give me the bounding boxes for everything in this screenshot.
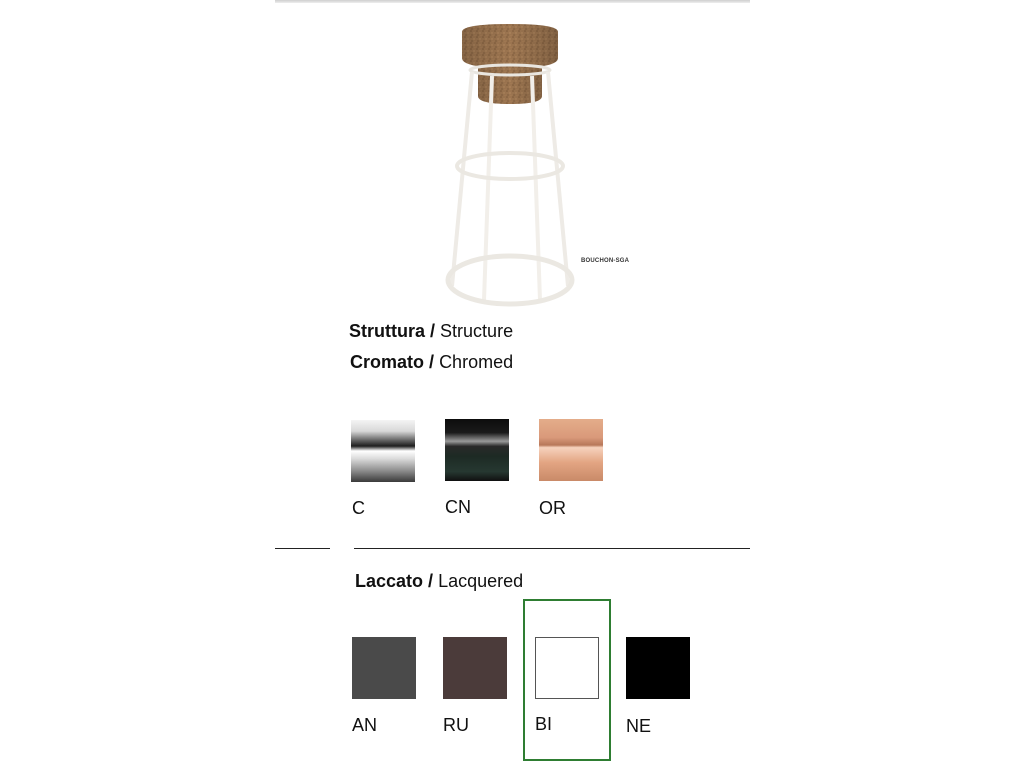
- swatch-label-copper: OR: [539, 498, 566, 518]
- copper-swatch-graphic: [539, 419, 603, 481]
- chromed-heading: [350, 352, 513, 372]
- lacquered-heading: [355, 571, 523, 591]
- chrome-finish-swatch[interactable]: [351, 420, 415, 482]
- black-chrome-swatch-graphic: [445, 419, 509, 481]
- heading-separator: /: [430, 321, 436, 341]
- chrome-swatch-graphic: [351, 420, 415, 482]
- white-lacquer-swatch[interactable]: [535, 637, 599, 699]
- rust-lacquer-swatch[interactable]: [443, 637, 507, 699]
- heading-separator: /: [429, 352, 435, 372]
- structure-heading-italian: Struttura: [349, 321, 425, 341]
- section-divider-left: [275, 548, 330, 549]
- swatch-label-black-chrome: CN: [445, 497, 471, 517]
- black-lacquer-swatch[interactable]: [626, 637, 690, 699]
- black-chrome-finish-swatch[interactable]: [445, 419, 509, 481]
- heading-separator: /: [428, 571, 434, 591]
- chromed-heading-italian: Cromato: [350, 352, 425, 372]
- product-code: BOUCHON-SGA: [581, 258, 630, 264]
- swatch-label-anthracite: AN: [352, 715, 378, 735]
- chromed-heading-english: Chromed: [439, 352, 514, 372]
- anthracite-lacquer-swatch[interactable]: [352, 637, 416, 699]
- stool-product-image: [440, 18, 600, 318]
- lacquered-heading-english: Lacquered: [438, 571, 524, 591]
- structure-heading-english: Structure: [440, 321, 514, 341]
- structure-heading: [349, 321, 513, 341]
- copper-finish-swatch[interactable]: [539, 419, 603, 481]
- stool-illustration: [440, 18, 600, 318]
- swatch-label-chrome: C: [352, 498, 365, 518]
- swatch-label-rust: RU: [443, 715, 469, 735]
- swatch-label-black: NE: [626, 716, 652, 736]
- section-divider: [354, 548, 750, 549]
- top-divider: [275, 0, 750, 3]
- swatch-label-white: BI: [535, 714, 553, 734]
- lacquered-heading-italian: Laccato: [355, 571, 424, 591]
